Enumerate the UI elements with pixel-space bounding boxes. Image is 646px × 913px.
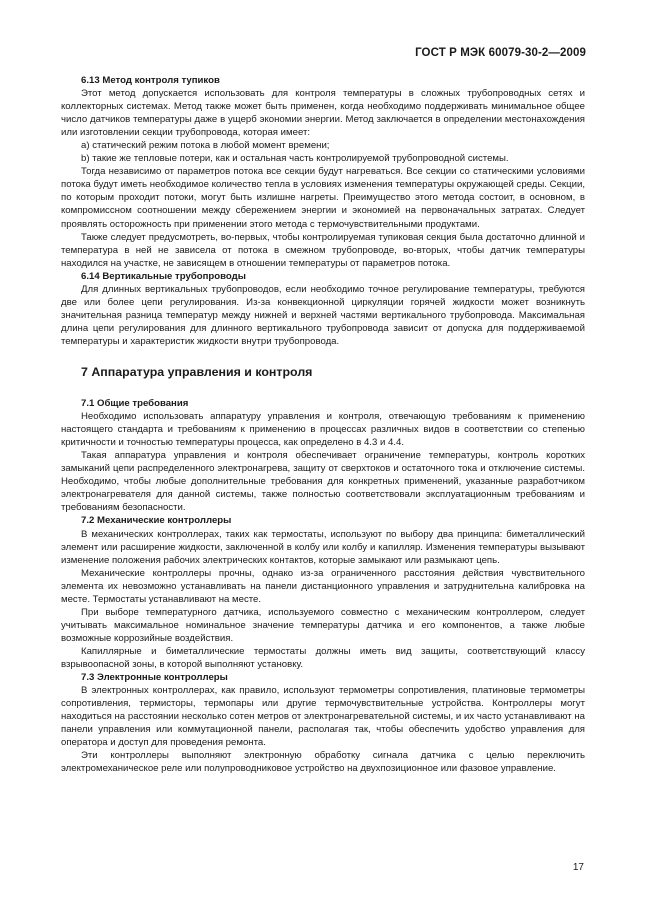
paragraph: Эти контроллеры выполняют электронную обработку сигнала датчика с целью переключить электромеханическое реле или полупроводниковое устройство на двухпозиционное или фазовое управление. [61, 750, 585, 775]
section-7-3-title: 7.3 Электронные контроллеры [81, 672, 228, 684]
list-item-b: b) такие же тепловые потери, как и остальная часть контролируемой трубопроводной системы. [81, 153, 509, 165]
list-item-a: а) статический режим потока в любой момент времени; [81, 140, 330, 152]
section-7-1-title: 7.1 Общие требования [81, 398, 189, 410]
standard-header: ГОСТ Р МЭК 60079-30-2—2009 [415, 47, 586, 59]
paragraph: Тогда независимо от параметров потока все секции будут нагреваться. Все секции со статическими условиями потока будут иметь необходимое количество тепла в условиях изменения температуры окружающей среды. Секции, по которым проходит потоки, могут быть излишне нагреты. Преимущество этого метода состоит, в основном, в компромиссном соотношении между сбережением энергии и экономией на первоначальных затратах. Следует проявлять осторожность при применении этого метода с термочувствительными продуктами. [61, 166, 585, 230]
paragraph: В механических контроллерах, таких как термостаты, используют по выбору два принципа: биметаллический элемент или расширение жидкости, заключенной в колбу или колбу и капилляр. Изменения температуры вызывают изменение положения рабочих электрических контактов, которые замыкают или размыкают цепь. [61, 528, 585, 566]
section-6-14-title: 6.14 Вертикальные трубопроводы [81, 270, 246, 282]
paragraph: Для длинных вертикальных трубопроводов, если необходимо точное регулирование температуры, требуются две или более цепи регулирования. Из-за конвекционной циркуляции горячей жидкости может возникнуть значительная разница температур между нижней и верхней частями вертикального трубопровода. Максимальная длина цепи регулирования для длинного вертикального трубопровода зависит от допуска для поддерживаемой температуры и характеристик жидкости внутри трубопровода. [61, 283, 585, 347]
paragraph: Необходимо использовать аппаратуру управления и контроля, отвечающую требованиям к применению настоящего стандарта и требованиям к применению в процессах различных видов в соответствии со степенью критичности и точностью температуры процесса, как определено в 4.3 и 4.4. [61, 411, 585, 449]
document-body [61, 74, 585, 775]
paragraph: Механические контроллеры прочны, однако из-за ограниченного расстояния действия чувствительного элемента их невозможно устанавливать на панели дистанционного управления и затруднительна калибровка на месте. Термостаты устанавливают на месте. [61, 567, 585, 605]
paragraph: При выборе температурного датчика, используемого совместно с механическим контроллером, следует учитывать максимальное номинальное значение температуры датчика и его компонентов, а также любые возможные коррозийные воздействия. [61, 606, 585, 644]
page-number: 17 [572, 862, 584, 873]
section-7-heading: 7 Аппаратура управления и контроля [81, 364, 313, 379]
paragraph: Такая аппаратура управления и контроля обеспечивает ограничение температуры, контроль коротких замыканий цепи распределенного электронагрева, защиту от сверхтоков и остаточного тока и отключение системы. Необходимо, чтобы любые дополнительные требования для конкретных применений, указанные разработчиком электронагревателя для данной системы, также полностью соответствовали эксплуатационным требованиям и требованиям безопасности. [61, 450, 585, 514]
section-7-2-title: 7.2 Механические контроллеры [81, 515, 232, 527]
paragraph: Капиллярные и биметаллические термостаты должны иметь вид защиты, соответствующий классу взрывоопасной зоны, в которой выполняют установку. [61, 645, 585, 670]
paragraph: Этот метод допускается использовать для контроля температуры в сложных трубопроводных сетях и коллекторных системах. Метод также может быть применен, когда необходимо поддерживать минимальное общее число датчиков температуры даже в ущерб экономии энергии. Метод заключается в определении местонахождения или изготовлении секции трубопровода, которая имеет: [61, 88, 585, 139]
paragraph: В электронных контроллерах, как правило, используют термометры сопротивления, платиновые термометры сопротивления, термисторы, термопары или другие термочувствительные устройства. Контроллеры могут находиться на расстоянии несколько сотен метров от электронагревательной системы, и их часто устанавливают на панели управления или коммутационной панели, располагая так, чтобы обеспечить удобство управления для оператора и доступ для проведения ремонта. [61, 685, 585, 749]
section-6-13-title: 6.13 Метод контроля тупиков [81, 75, 220, 86]
paragraph: Также следует предусмотреть, во-первых, чтобы контролируемая тупиковая секция была достаточно длинной и температура в ней не зависела от потока в смежном трубопроводе, во-вторых, чтобы датчик температуры находился на участке, не зависящем в отношении температуры от параметров потока. [61, 231, 585, 269]
